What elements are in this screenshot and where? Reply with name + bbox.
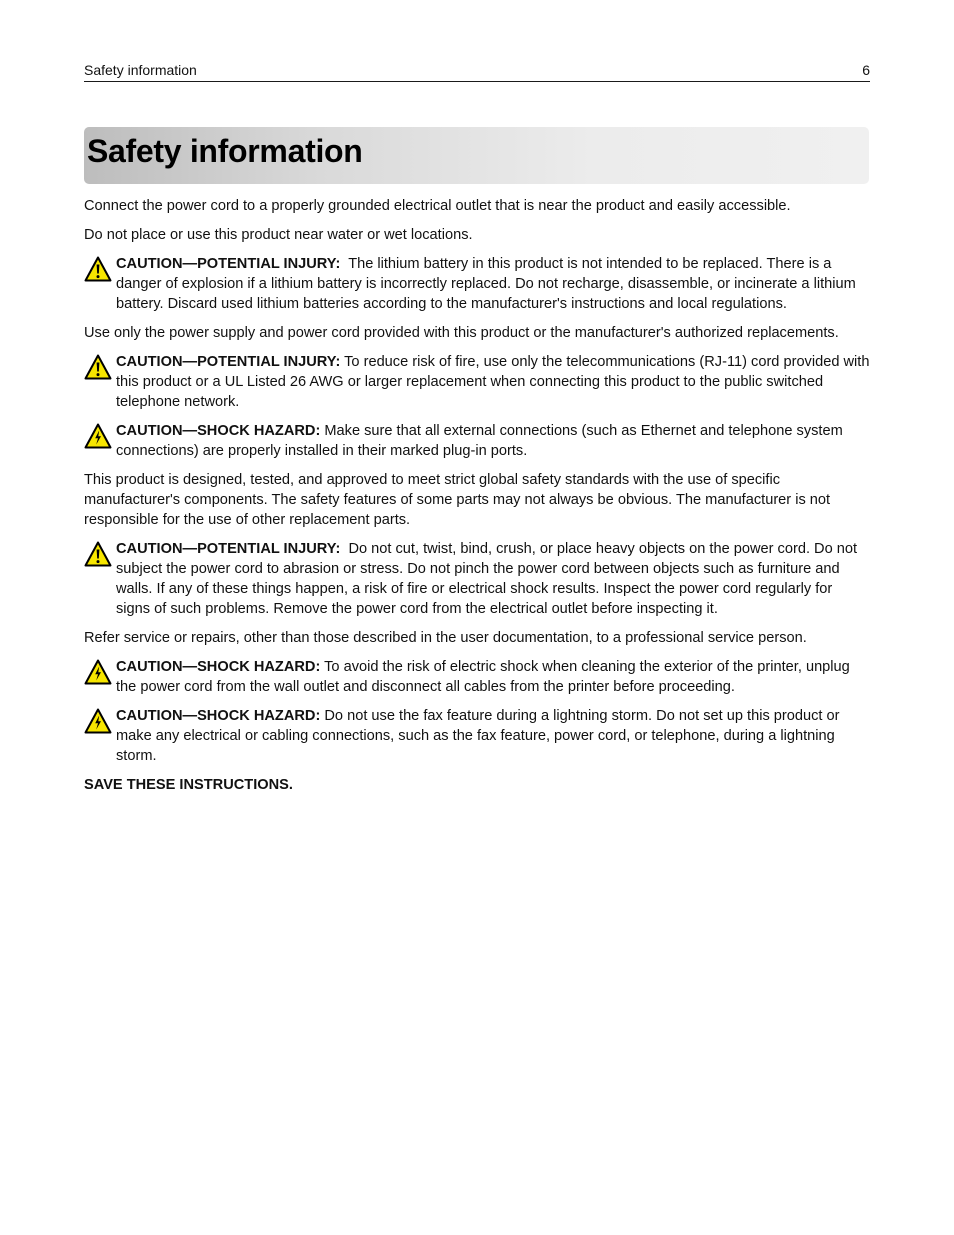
caution-label: CAUTION—POTENTIAL INJURY: <box>116 541 341 557</box>
paragraph-service: Refer service or repairs, other than those described in the user documentation, to a professional service person. <box>84 630 807 646</box>
caution-power-cord <box>84 539 870 619</box>
warning-exclamation-icon <box>84 541 112 567</box>
caution-text: Do not cut, twist, bind, crush, or place heavy objects on the power cord. Do not subject the power cord to abrasion or stress. Do not pinch the power cord between objects such as furniture and walls. If any of these things happen, a risk of fire or electrical shock results. Inspect the power cord regularly for signs of such problems. Remove the power cord from the electrical outlet before inspecting it. <box>116 541 858 617</box>
caution-label: CAUTION—SHOCK HAZARD: <box>116 708 321 724</box>
caution-text: To reduce risk of fire, use only the telecommunications (RJ-11) cord provided with this product or a UL Listed 26 AWG or larger replacement when connecting this product to the public switched telephone network. <box>116 354 870 410</box>
paragraph-grounded-outlet: Connect the power cord to a properly grounded electrical outlet that is near the product and easily accessible. <box>84 198 791 214</box>
save-instructions: SAVE THESE INSTRUCTIONS. <box>84 777 293 793</box>
paragraph-water: Do not place or use this product near water or wet locations. <box>84 227 473 243</box>
shock-hazard-icon <box>84 659 112 685</box>
warning-exclamation-icon <box>84 354 112 380</box>
caution-label: CAUTION—POTENTIAL INJURY: <box>116 354 341 370</box>
caution-label: CAUTION—POTENTIAL INJURY: <box>116 256 341 272</box>
caution-text: To avoid the risk of electric shock when cleaning the exterior of the printer, unplug the power cord from the wall outlet and disconnect all cables from the printer before proceeding. <box>116 659 850 695</box>
caution-label: CAUTION—SHOCK HAZARD: <box>116 423 321 439</box>
warning-exclamation-icon <box>84 256 112 282</box>
caution-lightning-storm <box>84 706 870 766</box>
caution-text: Do not use the fax feature during a lightning storm. Do not set up this product or make any electrical or cabling connections, such as the fax feature, power cord, or telephone, during a lightning storm. <box>116 708 840 764</box>
paragraph-safety-standards: This product is designed, tested, and approved to meet strict global safety standards with the use of specific manufacturer's components. The safety features of some parts may not always be obvious. The manufacturer is not responsible for the use of other replacement parts. <box>84 472 831 528</box>
caution-label: CAUTION—SHOCK HAZARD: <box>116 659 321 675</box>
caution-cleaning <box>84 657 870 697</box>
caution-text: The lithium battery in this product is not intended to be replaced. There is a danger of explosion if a lithium battery is incorrectly replaced. Do not recharge, disassemble, or incinerate a lithium battery. Discard used lithium batteries according to the manufacturer's instructions and local regulations. <box>116 256 856 312</box>
page-number: 6 <box>862 62 870 78</box>
title-band <box>84 127 869 184</box>
page-header <box>84 60 870 82</box>
caution-telecom-cord <box>84 352 870 412</box>
caution-external-connections <box>84 421 870 461</box>
running-title: Safety information <box>84 62 197 78</box>
caution-lithium-battery <box>84 254 870 314</box>
page-title: Safety information <box>87 133 363 169</box>
paragraph-power-supply: Use only the power supply and power cord provided with this product or the manufacturer's authorized replacements. <box>84 325 839 341</box>
caution-text: Make sure that all external connections (such as Ethernet and telephone system connections) are properly installed in their marked plug-in ports. <box>116 423 843 459</box>
shock-hazard-icon <box>84 708 112 734</box>
shock-hazard-icon <box>84 423 112 449</box>
document-body <box>84 196 870 804</box>
